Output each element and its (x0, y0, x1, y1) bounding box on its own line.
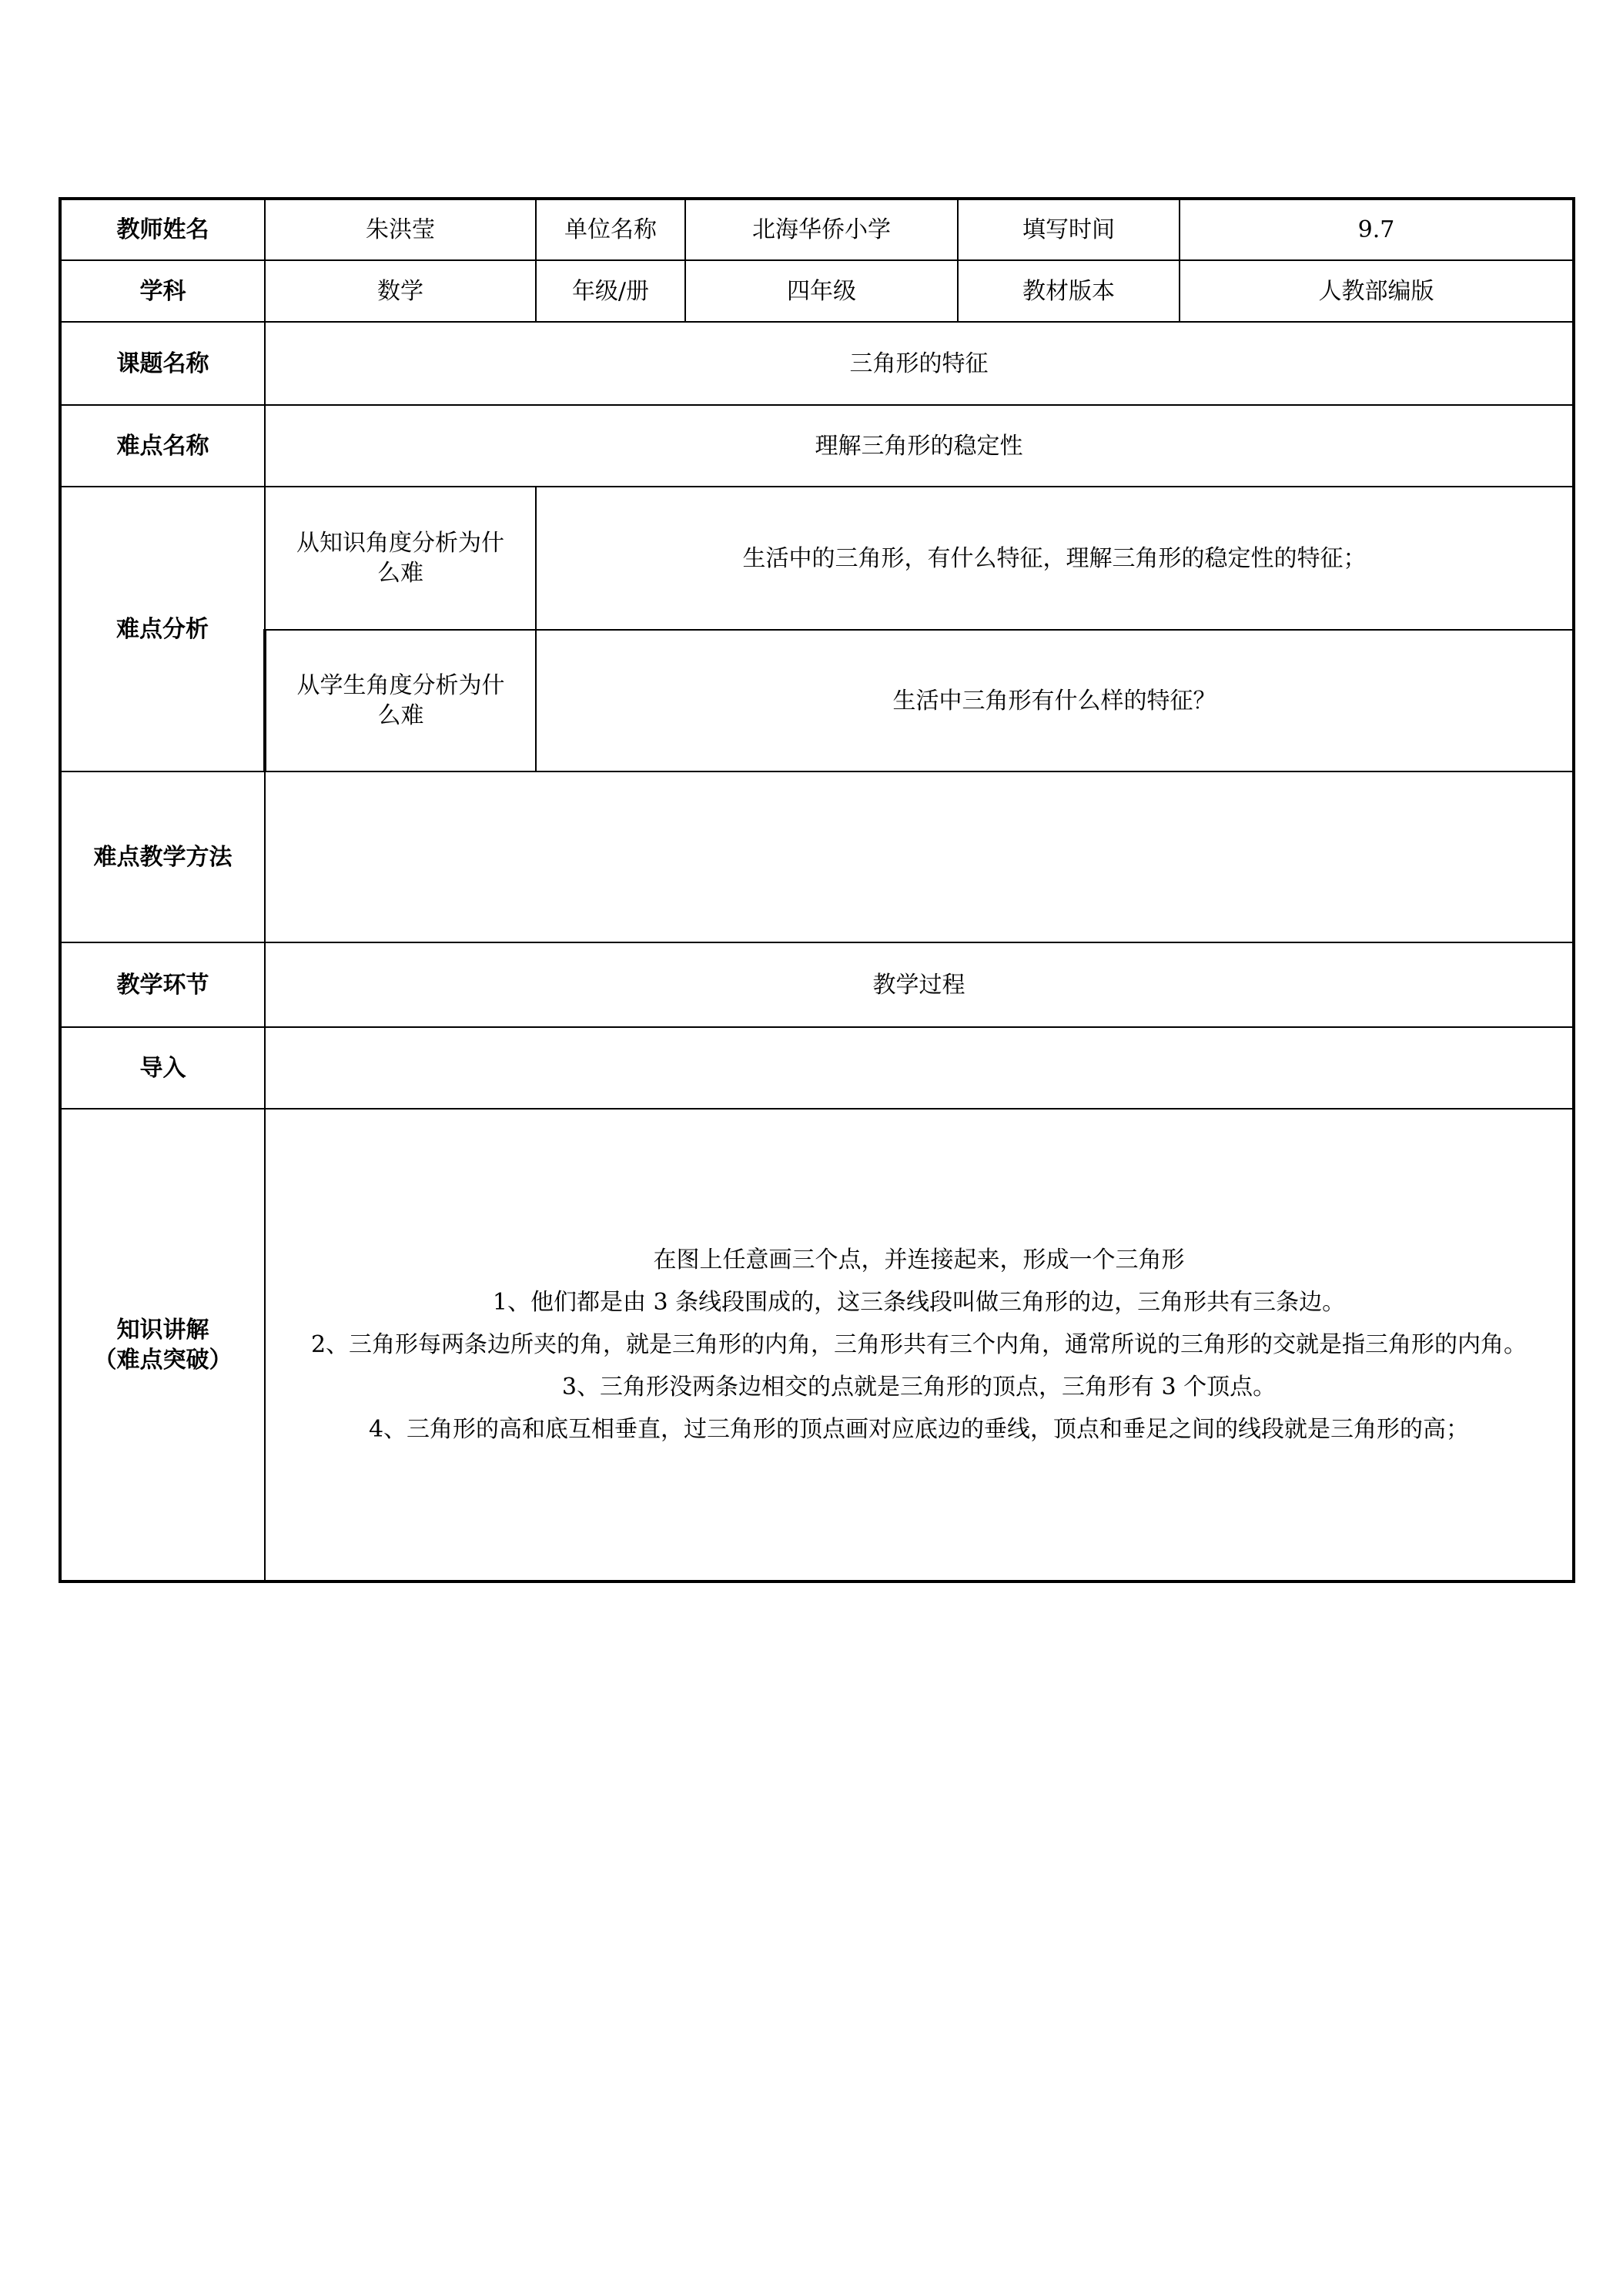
knowledge-row (60, 1109, 1574, 1581)
method-value (265, 771, 1574, 942)
knowledge-angle-label-line-1: 从知识角度分析为什 (296, 530, 504, 557)
knowledge-line: 3、三角形没两条边相交的点就是三角形的顶点，三角形有 3 个顶点。 (561, 1374, 1277, 1401)
edition-value: 人教部编版 (1180, 260, 1574, 322)
intro-label: 导入 (60, 1027, 265, 1109)
header-row-1 (60, 199, 1574, 260)
teacher-name-value: 朱洪莹 (265, 199, 536, 260)
student-angle-label (265, 630, 536, 771)
knowledge-content (265, 1109, 1574, 1581)
unit-name-label: 单位名称 (536, 199, 685, 260)
method-label: 难点教学方法 (60, 771, 265, 942)
subject-value: 数学 (265, 260, 536, 322)
edition-label: 教材版本 (958, 260, 1180, 322)
lesson-plan-table (59, 197, 1575, 1583)
knowledge-line: 4、三角形的高和底互相垂直，过三角形的顶点画对应底边的垂线，顶点和垂足之间的线段就是三角形的高； (368, 1416, 1470, 1443)
student-angle-label-line-1: 从学生角度分析为什 (296, 672, 505, 699)
teacher-name-label: 教师姓名 (60, 199, 265, 260)
grade-label: 年级/册 (536, 260, 685, 322)
header-row-2 (60, 260, 1574, 322)
analysis-row-student (60, 630, 1574, 771)
difficulty-label: 难点名称 (60, 405, 265, 487)
difficulty-row (60, 405, 1574, 487)
topic-row (60, 322, 1574, 405)
process-row (60, 942, 1574, 1027)
topic-value: 三角形的特征 (265, 322, 1574, 405)
subject-label: 学科 (60, 260, 265, 322)
knowledge-label-line-2: （难点突破） (93, 1346, 233, 1374)
knowledge-line: 1、他们都是由 3 条线段围成的，这三条线段叫做三角形的边，三角形共有三条边。 (492, 1289, 1346, 1316)
process-label: 教学环节 (60, 942, 265, 1027)
knowledge-angle-value: 生活中的三角形，有什么特征，理解三角形的稳定性的特征； (536, 487, 1574, 630)
unit-name-value: 北海华侨小学 (685, 199, 958, 260)
analysis-label: 难点分析 (60, 487, 265, 771)
difficulty-value: 理解三角形的稳定性 (265, 405, 1574, 487)
student-angle-label-line-2: 么难 (377, 702, 424, 729)
knowledge-angle-label-line-2: 么难 (377, 560, 423, 587)
knowledge-line: 在图上任意画三个点，并连接起来，形成一个三角形 (653, 1247, 1185, 1274)
intro-row (60, 1027, 1574, 1109)
process-value: 教学过程 (265, 942, 1574, 1027)
fill-date-value: 9.7 (1180, 199, 1574, 260)
grade-value: 四年级 (685, 260, 958, 322)
fill-date-label: 填写时间 (958, 199, 1180, 260)
analysis-row-knowledge (60, 487, 1574, 630)
student-angle-value: 生活中三角形有什么样的特征？ (536, 630, 1574, 771)
method-row (60, 771, 1574, 942)
knowledge-angle-label (265, 487, 536, 630)
knowledge-line: 2、三角形每两条边所夹的角，就是三角形的内角，三角形共有三个内角，通常所说的三角形的交就是指三角形的内角。 (310, 1331, 1528, 1358)
topic-label: 课题名称 (60, 322, 265, 405)
knowledge-label (60, 1109, 265, 1581)
knowledge-label-line-1: 知识讲解 (116, 1316, 209, 1344)
intro-value (265, 1027, 1574, 1109)
